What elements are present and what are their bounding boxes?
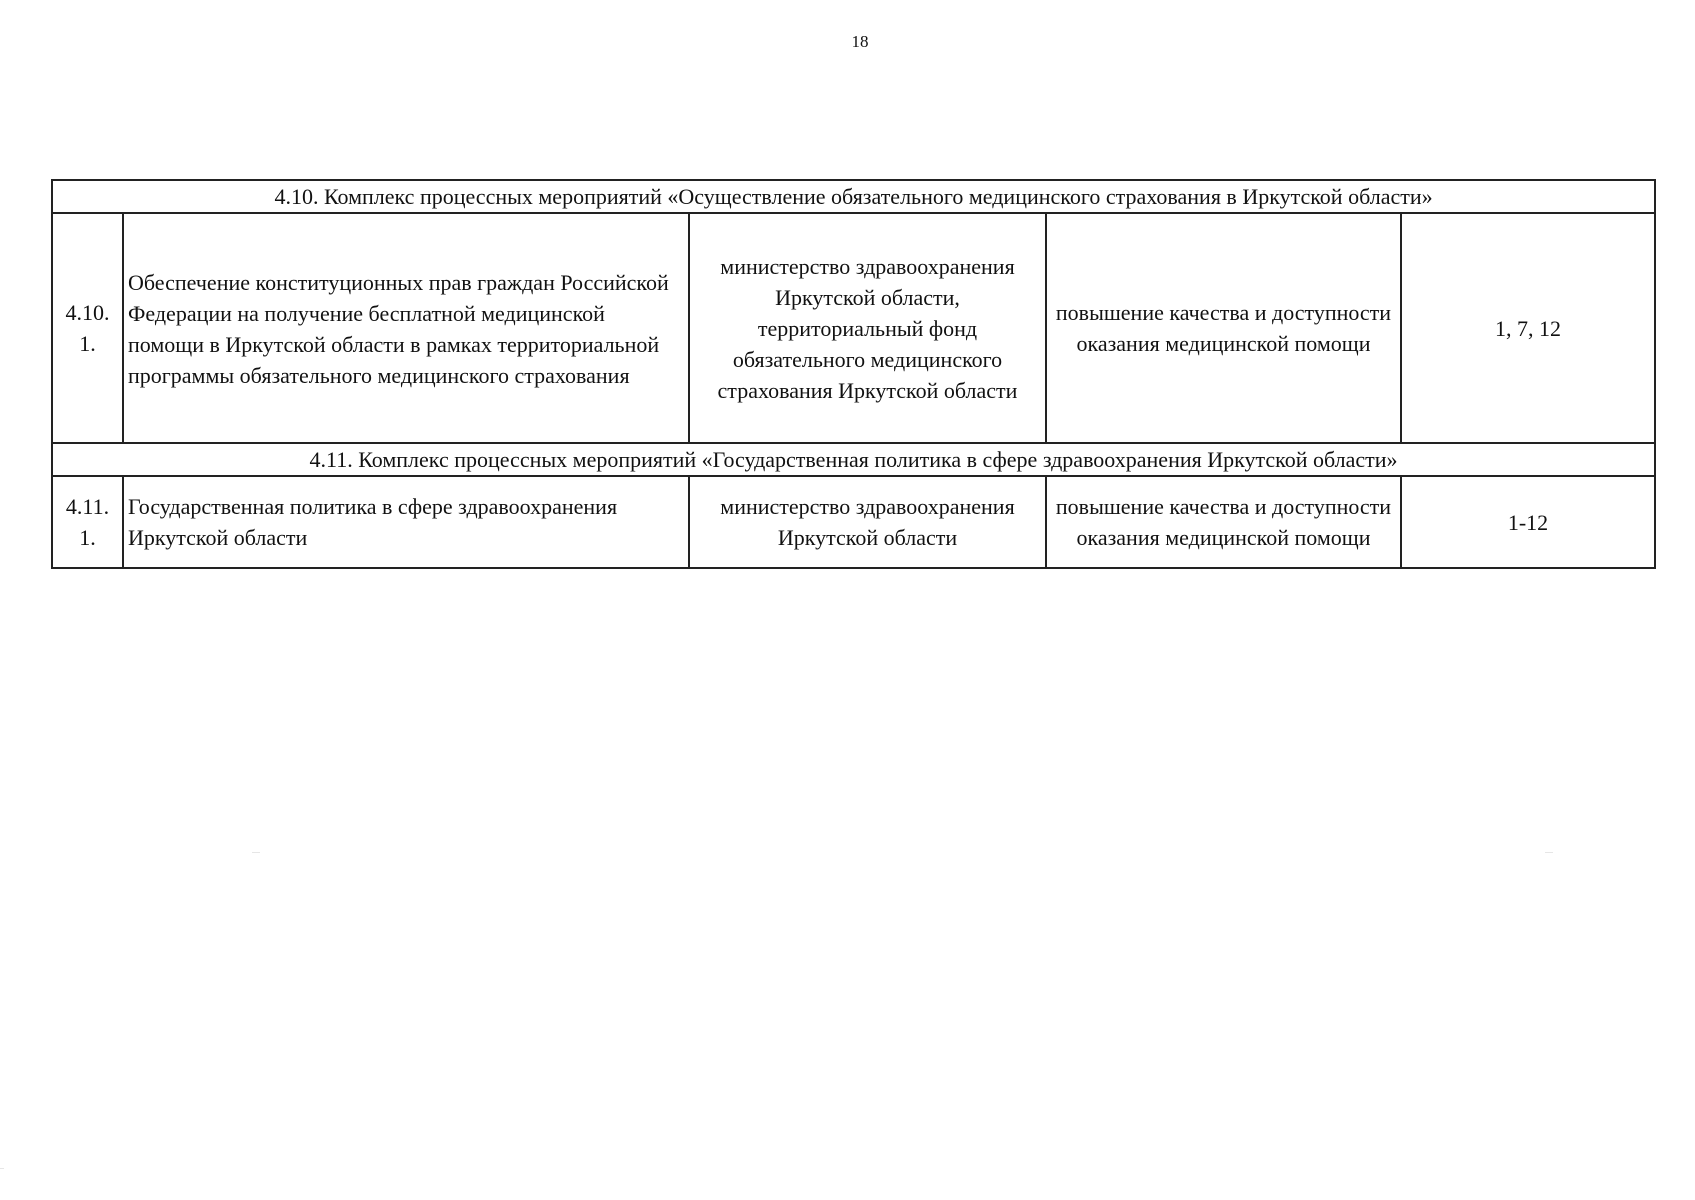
section-title: 4.11. Комплекс процессных мероприятий «Государственная политика в сфере здравоохранения Иркутской области» <box>52 443 1655 476</box>
table-row <box>52 476 1655 568</box>
linked-indicators: 1-12 <box>1401 476 1655 568</box>
section-header-row <box>52 180 1655 213</box>
measure-name: Обеспечение конституционных прав граждан Российской Федерации на получение бесплатной медицинской помощи в Иркутской области в рамках территориальной программы обязательного медицинского страхования <box>123 213 689 443</box>
scan-speck <box>1545 852 1553 853</box>
measures-table <box>51 179 1656 569</box>
row-number: 4.11. 1. <box>52 476 123 568</box>
scan-speck <box>252 852 260 853</box>
row-number: 4.10. 1. <box>52 213 123 443</box>
section-header-row <box>52 443 1655 476</box>
page-number: 18 <box>851 32 869 51</box>
table-row <box>52 213 1655 443</box>
scan-speck <box>0 1168 4 1169</box>
responsible-executor: министерство здравоохранения Иркутской области, территориальный фонд обязательного медицинского страхования Иркутской области <box>689 213 1046 443</box>
expected-result: повышение качества и доступности оказания медицинской помощи <box>1046 213 1401 443</box>
section-title: 4.10. Комплекс процессных мероприятий «Осуществление обязательного медицинского страхования в Иркутской области» <box>52 180 1655 213</box>
responsible-executor: министерство здравоохранения Иркутской области <box>689 476 1046 568</box>
linked-indicators: 1, 7, 12 <box>1401 213 1655 443</box>
measure-name: Государственная политика в сфере здравоохранения Иркутской области <box>123 476 689 568</box>
expected-result: повышение качества и доступности оказания медицинской помощи <box>1046 476 1401 568</box>
